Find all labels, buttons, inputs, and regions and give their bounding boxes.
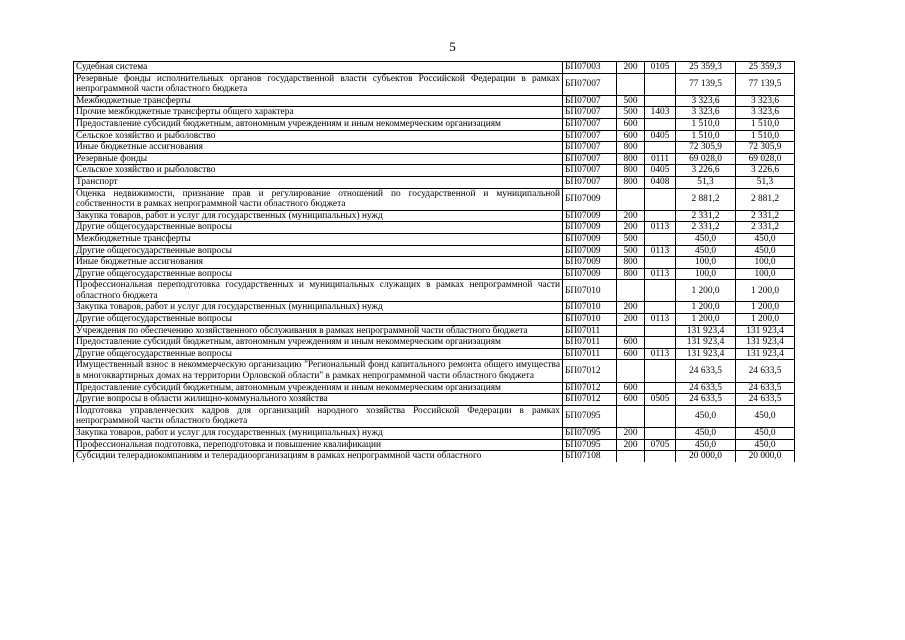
row-name-cell: Другие общегосударственные вопросы (74, 314, 563, 326)
table-row (74, 405, 795, 427)
row-amount-1-cell: 100,0 (676, 257, 736, 269)
row-section-cell: 0113 (645, 314, 676, 326)
row-amount-2-cell: 25 359,3 (736, 62, 795, 74)
row-code-cell: БП07095 (563, 405, 617, 427)
row-section-cell (645, 95, 676, 107)
table-row (74, 360, 795, 382)
row-expense-type-cell: 200 (617, 62, 645, 74)
row-section-cell: 0405 (645, 130, 676, 142)
row-amount-1-cell: 450,0 (676, 405, 736, 427)
row-expense-type-cell (617, 188, 645, 210)
row-section-cell (645, 210, 676, 222)
row-section-cell: 0505 (645, 394, 676, 406)
row-name-cell: Прочие межбюджетные трансферты общего характера (74, 107, 563, 119)
row-code-cell: БП07009 (563, 222, 617, 234)
row-amount-2-cell: 51,3 (736, 176, 795, 188)
table-row (74, 257, 795, 269)
row-expense-type-cell: 800 (617, 176, 645, 188)
row-section-cell (645, 405, 676, 427)
table-row (74, 382, 795, 394)
row-amount-2-cell: 24 633,5 (736, 360, 795, 382)
row-amount-2-cell: 131 923,4 (736, 337, 795, 349)
table-row (74, 73, 795, 95)
row-amount-2-cell: 2 331,2 (736, 222, 795, 234)
row-section-cell: 0113 (645, 222, 676, 234)
row-amount-2-cell: 100,0 (736, 268, 795, 280)
table-row (74, 210, 795, 222)
row-code-cell: БП07012 (563, 394, 617, 406)
row-section-cell (645, 257, 676, 269)
row-code-cell: БП07003 (563, 62, 617, 74)
row-name-cell: Учреждения по обеспечению хозяйственного обслуживания в рамках непрограммной части областного бюджета (74, 325, 563, 337)
row-amount-1-cell: 131 923,4 (676, 325, 736, 337)
row-amount-2-cell: 69 028,0 (736, 153, 795, 165)
row-amount-1-cell: 25 359,3 (676, 62, 736, 74)
row-expense-type-cell: 800 (617, 257, 645, 269)
row-section-cell (645, 382, 676, 394)
row-amount-1-cell: 1 200,0 (676, 302, 736, 314)
table-row (74, 107, 795, 119)
row-name-cell: Резервные фонды (74, 153, 563, 165)
row-expense-type-cell: 600 (617, 337, 645, 349)
row-expense-type-cell: 600 (617, 382, 645, 394)
table-row (74, 176, 795, 188)
row-code-cell: БП07009 (563, 233, 617, 245)
row-name-cell: Предоставление субсидий бюджетным, автономным учреждениям и иным некоммерческим организациям (74, 118, 563, 130)
row-amount-1-cell: 69 028,0 (676, 153, 736, 165)
row-section-cell: 0113 (645, 245, 676, 257)
table-row (74, 188, 795, 210)
row-expense-type-cell (617, 405, 645, 427)
row-amount-1-cell: 77 139,5 (676, 73, 736, 95)
table-row (74, 280, 795, 302)
row-section-cell (645, 188, 676, 210)
row-amount-2-cell: 131 923,4 (736, 348, 795, 360)
row-section-cell (645, 142, 676, 154)
row-amount-1-cell: 3 323,6 (676, 95, 736, 107)
row-name-cell: Закупка товаров, работ и услуг для государственных (муниципальных) нужд (74, 428, 563, 440)
row-code-cell: БП07007 (563, 165, 617, 177)
row-name-cell: Резервные фонды исполнительных органов государственной власти субъектов Российской Федерации в рамках непрограммной части областного бюджета (74, 73, 563, 95)
row-expense-type-cell: 600 (617, 130, 645, 142)
row-name-cell: Транспорт (74, 176, 563, 188)
row-name-cell: Профессиональная переподготовка государственных и муниципальных служащих в рамках непрограммной части областного бюджета (74, 280, 563, 302)
row-section-cell: 1403 (645, 107, 676, 119)
row-expense-type-cell: 800 (617, 153, 645, 165)
row-section-cell (645, 280, 676, 302)
row-amount-2-cell: 1 510,0 (736, 130, 795, 142)
row-amount-1-cell: 3 226,6 (676, 165, 736, 177)
row-amount-1-cell: 51,3 (676, 176, 736, 188)
row-amount-1-cell: 131 923,4 (676, 337, 736, 349)
row-amount-2-cell: 20 000,0 (736, 451, 795, 462)
page-number: 5 (449, 39, 456, 54)
table-row (74, 348, 795, 360)
row-amount-1-cell: 20 000,0 (676, 451, 736, 462)
row-code-cell: БП07009 (563, 268, 617, 280)
row-name-cell: Иные бюджетные ассигнования (74, 142, 563, 154)
table-row (74, 142, 795, 154)
row-expense-type-cell: 500 (617, 107, 645, 119)
row-section-cell: 0105 (645, 62, 676, 74)
row-expense-type-cell: 500 (617, 233, 645, 245)
table-row (74, 130, 795, 142)
table-row (74, 95, 795, 107)
row-code-cell: БП07012 (563, 382, 617, 394)
row-expense-type-cell: 200 (617, 314, 645, 326)
row-code-cell: БП07007 (563, 142, 617, 154)
row-amount-1-cell: 3 323,6 (676, 107, 736, 119)
row-name-cell: Межбюджетные трансферты (74, 233, 563, 245)
table-row (74, 428, 795, 440)
row-name-cell: Другие общегосударственные вопросы (74, 348, 563, 360)
row-code-cell: БП07010 (563, 314, 617, 326)
row-name-cell: Другие вопросы в области жилищно-коммунального хозяйства (74, 394, 563, 406)
row-section-cell (645, 337, 676, 349)
table-row (74, 337, 795, 349)
row-expense-type-cell: 200 (617, 210, 645, 222)
table-row (74, 233, 795, 245)
row-amount-2-cell: 2 881,2 (736, 188, 795, 210)
row-amount-1-cell: 2 881,2 (676, 188, 736, 210)
row-section-cell (645, 428, 676, 440)
row-code-cell: БП07007 (563, 73, 617, 95)
row-section-cell (645, 360, 676, 382)
row-expense-type-cell: 500 (617, 95, 645, 107)
row-name-cell: Закупка товаров, работ и услуг для государственных (муниципальных) нужд (74, 302, 563, 314)
budget-table (73, 61, 795, 462)
table-row (74, 451, 795, 462)
row-expense-type-cell (617, 360, 645, 382)
row-amount-1-cell: 450,0 (676, 245, 736, 257)
row-amount-1-cell: 2 331,2 (676, 210, 736, 222)
row-expense-type-cell: 800 (617, 268, 645, 280)
row-section-cell: 0113 (645, 268, 676, 280)
table-row (74, 245, 795, 257)
row-amount-1-cell: 450,0 (676, 428, 736, 440)
row-amount-2-cell: 450,0 (736, 405, 795, 427)
row-amount-2-cell: 3 323,6 (736, 95, 795, 107)
row-amount-2-cell: 1 200,0 (736, 302, 795, 314)
row-section-cell (645, 302, 676, 314)
row-expense-type-cell: 600 (617, 394, 645, 406)
row-expense-type-cell: 600 (617, 118, 645, 130)
row-name-cell: Подготовка управленческих кадров для организаций народного хозяйства Российской Федерации в рамках непрограммной части областного бюджета (74, 405, 563, 427)
row-name-cell: Сельское хозяйство и рыболовство (74, 130, 563, 142)
row-amount-2-cell: 72 305,9 (736, 142, 795, 154)
row-name-cell: Предоставление субсидий бюджетным, автономным учреждениям и иным некоммерческим организациям (74, 382, 563, 394)
row-amount-1-cell: 72 305,9 (676, 142, 736, 154)
row-expense-type-cell: 600 (617, 348, 645, 360)
table-row (74, 325, 795, 337)
row-expense-type-cell: 200 (617, 439, 645, 451)
row-amount-2-cell: 100,0 (736, 257, 795, 269)
table-row (74, 165, 795, 177)
row-code-cell: БП07095 (563, 428, 617, 440)
row-expense-type-cell (617, 280, 645, 302)
row-amount-2-cell: 3 323,6 (736, 107, 795, 119)
row-amount-1-cell: 24 633,5 (676, 360, 736, 382)
row-amount-2-cell: 450,0 (736, 428, 795, 440)
row-amount-2-cell: 1 510,0 (736, 118, 795, 130)
row-name-cell: Профессиональная подготовка, переподготовка и повышение квалификации (74, 439, 563, 451)
row-section-cell (645, 118, 676, 130)
row-amount-1-cell: 24 633,5 (676, 382, 736, 394)
row-section-cell: 0408 (645, 176, 676, 188)
row-code-cell: БП07012 (563, 360, 617, 382)
row-code-cell: БП07007 (563, 130, 617, 142)
table-row (74, 268, 795, 280)
row-expense-type-cell: 800 (617, 165, 645, 177)
row-code-cell: БП07011 (563, 348, 617, 360)
row-amount-2-cell: 450,0 (736, 233, 795, 245)
row-expense-type-cell: 200 (617, 222, 645, 234)
row-amount-2-cell: 450,0 (736, 245, 795, 257)
row-section-cell: 0705 (645, 439, 676, 451)
row-code-cell: БП07011 (563, 325, 617, 337)
row-section-cell: 0113 (645, 348, 676, 360)
row-name-cell: Другие общегосударственные вопросы (74, 245, 563, 257)
row-name-cell: Имущественный взнос в некоммерческую организацию "Региональный фонд капитального ремонта общего имущества в многоквартирных домах на территории Орловской области" в рамках непрограммной части областного бюджета (74, 360, 563, 382)
row-amount-1-cell: 100,0 (676, 268, 736, 280)
table-row (74, 118, 795, 130)
table-row (74, 439, 795, 451)
row-code-cell: БП07108 (563, 451, 617, 462)
row-section-cell (645, 451, 676, 462)
row-code-cell: БП07009 (563, 245, 617, 257)
table-body (74, 62, 795, 462)
table-row (74, 314, 795, 326)
row-name-cell: Другие общегосударственные вопросы (74, 222, 563, 234)
row-code-cell: БП07007 (563, 107, 617, 119)
row-code-cell: БП07010 (563, 280, 617, 302)
row-code-cell: БП07007 (563, 153, 617, 165)
row-name-cell: Сельское хозяйство и рыболовство (74, 165, 563, 177)
row-expense-type-cell: 500 (617, 245, 645, 257)
row-expense-type-cell (617, 451, 645, 462)
row-section-cell (645, 325, 676, 337)
row-section-cell (645, 73, 676, 95)
row-expense-type-cell: 800 (617, 142, 645, 154)
row-code-cell: БП07007 (563, 95, 617, 107)
row-amount-2-cell: 77 139,5 (736, 73, 795, 95)
row-name-cell: Оценка недвижимости, признание прав и регулирование отношений по государственной и муниципальной собственности в рамках непрограммной части областного бюджета (74, 188, 563, 210)
row-expense-type-cell (617, 73, 645, 95)
row-amount-1-cell: 131 923,4 (676, 348, 736, 360)
table-row (74, 302, 795, 314)
row-code-cell: БП07095 (563, 439, 617, 451)
row-amount-1-cell: 24 633,5 (676, 394, 736, 406)
table-row (74, 62, 795, 74)
row-code-cell: БП07007 (563, 176, 617, 188)
row-name-cell: Другие общегосударственные вопросы (74, 268, 563, 280)
row-name-cell: Судебная система (74, 62, 563, 74)
row-expense-type-cell (617, 325, 645, 337)
row-code-cell: БП07009 (563, 188, 617, 210)
row-amount-1-cell: 1 200,0 (676, 280, 736, 302)
row-section-cell: 0111 (645, 153, 676, 165)
row-amount-2-cell: 1 200,0 (736, 280, 795, 302)
row-amount-2-cell: 24 633,5 (736, 394, 795, 406)
row-code-cell: БП07009 (563, 210, 617, 222)
row-name-cell: Закупка товаров, работ и услуг для государственных (муниципальных) нужд (74, 210, 563, 222)
row-amount-1-cell: 450,0 (676, 233, 736, 245)
row-amount-2-cell: 3 226,6 (736, 165, 795, 177)
row-name-cell: Межбюджетные трансферты (74, 95, 563, 107)
row-code-cell: БП07011 (563, 337, 617, 349)
row-expense-type-cell: 200 (617, 428, 645, 440)
row-section-cell (645, 233, 676, 245)
row-expense-type-cell: 200 (617, 302, 645, 314)
row-amount-1-cell: 450,0 (676, 439, 736, 451)
row-section-cell: 0405 (645, 165, 676, 177)
row-amount-1-cell: 1 510,0 (676, 130, 736, 142)
row-amount-2-cell: 24 633,5 (736, 382, 795, 394)
table-row (74, 394, 795, 406)
row-amount-2-cell: 450,0 (736, 439, 795, 451)
row-amount-2-cell: 131 923,4 (736, 325, 795, 337)
row-code-cell: БП07009 (563, 257, 617, 269)
row-amount-1-cell: 2 331,2 (676, 222, 736, 234)
row-name-cell: Субсидии телерадиокомпаниям и телерадиоорганизациям в рамках непрограммной части областного (74, 451, 563, 462)
row-name-cell: Предоставление субсидий бюджетным, автономным учреждениям и иным некоммерческим организациям (74, 337, 563, 349)
row-code-cell: БП07007 (563, 118, 617, 130)
table-row (74, 153, 795, 165)
row-amount-1-cell: 1 200,0 (676, 314, 736, 326)
row-code-cell: БП07010 (563, 302, 617, 314)
row-amount-2-cell: 1 200,0 (736, 314, 795, 326)
row-name-cell: Иные бюджетные ассигнования (74, 257, 563, 269)
row-amount-1-cell: 1 510,0 (676, 118, 736, 130)
row-amount-2-cell: 2 331,2 (736, 210, 795, 222)
table-row (74, 222, 795, 234)
